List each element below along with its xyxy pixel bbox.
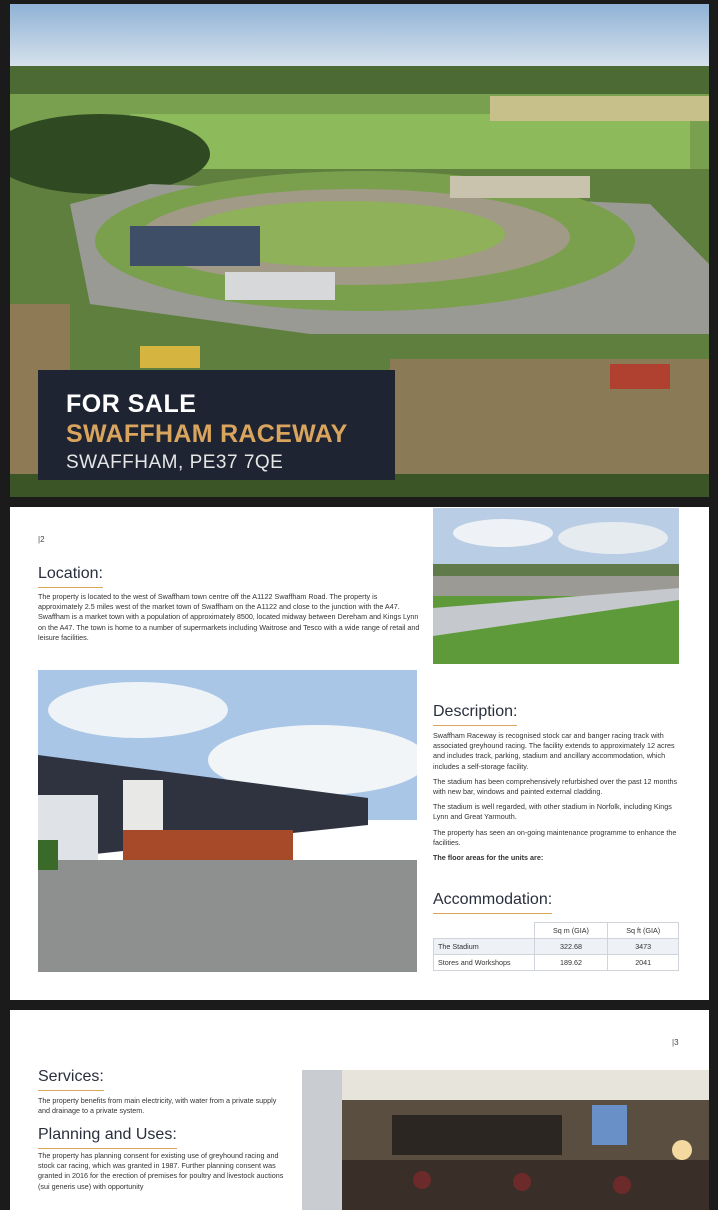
table-header-row — [434, 923, 679, 939]
services-heading: Services: — [38, 1068, 104, 1088]
services-page — [10, 1010, 709, 1210]
description-text — [433, 731, 679, 868]
description-paragraph: Swaffham Raceway is recognised stock car and banger racing track with associated greyhound racing. The facility extends to approximately 12 acres and includes track, parking, stadium and ancillary accommodation, which includes a self-storage facility. — [433, 731, 675, 771]
table-row — [434, 939, 679, 955]
stadium-building-photo — [38, 670, 417, 972]
row-sqft: 3473 — [608, 939, 679, 955]
page-number: |2 — [38, 535, 45, 544]
track-photo — [433, 508, 679, 664]
page-number: |3 — [672, 1038, 679, 1047]
table-row — [434, 955, 679, 971]
row-sqm: 189.62 — [534, 955, 608, 971]
details-page — [10, 507, 709, 1000]
property-name: SWAFFHAM RACEWAY — [66, 420, 348, 448]
description-paragraph: The property has seen an on-going maintenance programme to enhance the facilities. — [433, 827, 677, 847]
accommodation-table — [433, 922, 679, 971]
bar-interior-photo — [302, 1070, 709, 1210]
location-text: The property is located to the west of Swaffham town centre off the A1122 Swaffham Road. The property is approximately 2.5 miles west of the market town of Swaffham on the A1122 and close to the junction with the A47. Swaffham is a market town with a population of approximately 8500, located midway between Dereham and Kings Lynn on the A47. The town is home to a number of supermarkets including Waitrose and Tesco with a wide range of retail and leisure facilities. — [38, 592, 420, 642]
row-name: Stores and Workshops — [434, 955, 535, 971]
for-sale-label: FOR SALE — [66, 390, 197, 418]
accommodation-heading: Accommodation: — [433, 891, 552, 911]
floor-areas-note: The floor areas for the units are: — [433, 853, 544, 863]
cover-page — [10, 4, 709, 497]
row-sqm: 322.68 — [534, 939, 608, 955]
property-address: SWAFFHAM, PE37 7QE — [66, 452, 284, 473]
row-name: The Stadium — [434, 939, 535, 955]
planning-heading: Planning and Uses: — [38, 1126, 177, 1146]
row-sqft: 2041 — [608, 955, 679, 971]
column-header-sqft: Sq ft (GIA) — [608, 923, 679, 939]
title-banner — [38, 370, 395, 480]
services-text: The property benefits from main electricity, with water from a private supply and drainage to a private system. — [38, 1096, 277, 1116]
planning-text: The property has planning consent for existing use of greyhound racing and stock car racing, which was granted in 1987. Further planning consent was granted in 2016 for the erection of premises for poultry and livestock auctions (sui generis use) with opportunity — [38, 1151, 284, 1191]
column-header-sqm: Sq m (GIA) — [534, 923, 608, 939]
description-paragraph: The stadium is well regarded, with other stadium in Norfolk, including Kings Lynn and Great Yarmouth. — [433, 802, 672, 822]
description-paragraph: The stadium has been comprehensively refurbished over the past 12 months with new bar, windows and painted external cladding. — [433, 776, 678, 797]
description-heading: Description: — [433, 703, 517, 723]
location-heading: Location: — [38, 565, 103, 585]
